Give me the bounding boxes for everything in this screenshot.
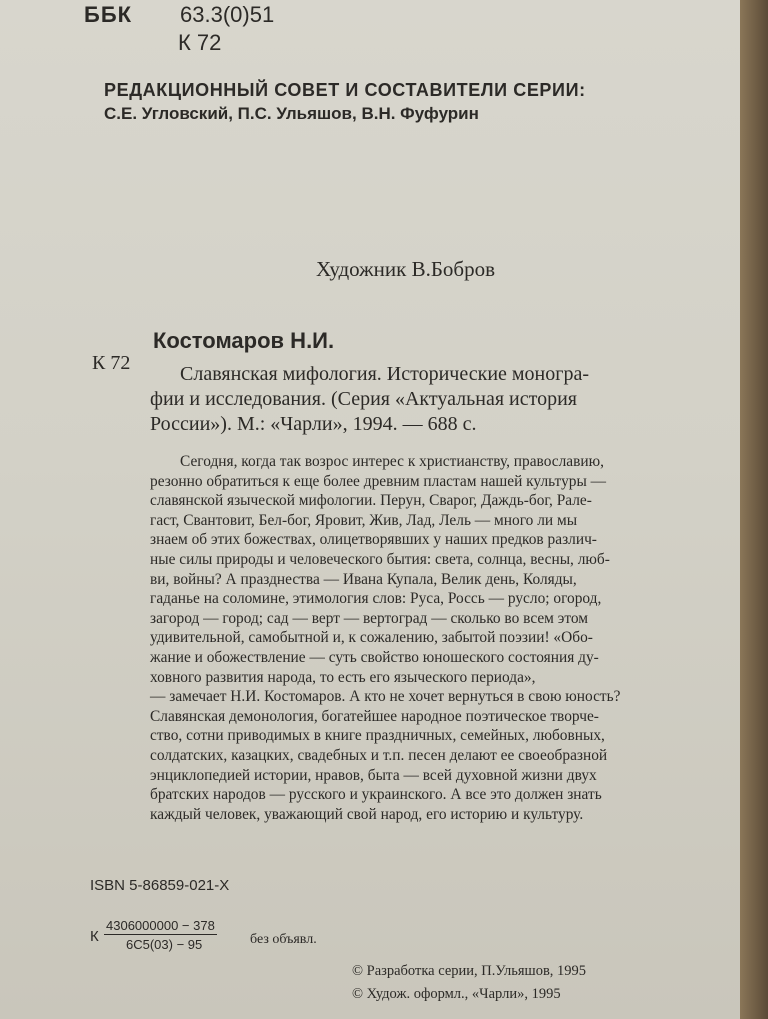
annotation-line: солдатских, казацких, свадебных и т.п. песен делают ее своеобразной [150, 746, 608, 764]
artist-credit: Художник В.Бобров [316, 257, 496, 281]
annotation-line: резонно обратиться к еще более древним пластам нашей культуры — [150, 472, 607, 490]
publication-code-letter: К [90, 928, 99, 945]
copyright-line: © Разработка серии, П.Ульяшов, 1995 [352, 963, 587, 979]
bbk-code: 63.3(0)51 [180, 2, 275, 27]
biblio-line: Славянская мифология. Исторические моногра- [180, 363, 589, 385]
annotation-line: братских народов — русского и украинского. А все это должен знать [150, 786, 602, 804]
book-author: Костомаров Н.И. [153, 328, 335, 353]
annotation-line: Сегодня, когда так возрос интерес к христианству, православию, [180, 453, 604, 470]
book-cover-edge [740, 0, 768, 1019]
annotation-line: ные силы природы и человеческого бытия: света, солнца, весны, люб- [150, 550, 610, 568]
annotation-line: энциклопедией истории, нравов, быта — всей духовной жизни двух [150, 766, 597, 784]
annotation-line: гаданье на соломине, этимология слов: Руса, Россь — русло; огород, [150, 590, 602, 608]
bbk-label: ББК [84, 2, 133, 27]
publication-code-fraction [104, 918, 217, 952]
annotation-line: ховного развития народа, то есть его языческого периода», [150, 668, 536, 686]
editorial-council-names: С.Е. Угловский, П.С. Ульяшов, В.Н. Фуфурин [104, 104, 479, 123]
annotation-line: жание и обожествление — суть свойство юношеского состояния ду- [150, 648, 599, 666]
fraction-denominator: 6С5(03) − 95 [126, 937, 203, 952]
copyright-line: © Худож. оформл., «Чарли», 1995 [352, 986, 561, 1002]
annotation-line: славянской языческой мифологии. Перун, Сварог, Даждь-бог, Рале- [150, 492, 592, 510]
fraction-numerator: 4306000000 − 378 [106, 918, 215, 933]
annotation-line: ви, войны? А празднества — Ивана Купала, Велик день, Коляды, [150, 570, 577, 588]
author-mark: К 72 [178, 30, 222, 55]
annotation-line: Славянская демонология, богатейшее народное поэтическое творче- [150, 707, 599, 725]
annotation-paragraph [150, 452, 720, 824]
no-advertisement-notice: без объявл. [250, 932, 317, 947]
annotation-line: удивительной, самобытной и, к сожалению, забытой поэзии! «Обо- [150, 629, 593, 647]
isbn: ISBN 5-86859-021-X [90, 877, 230, 894]
biblio-line: России»). М.: «Чарли», 1994. — 688 с. [150, 413, 477, 435]
bibliographic-description [150, 362, 720, 437]
annotation-line: знаем об этих божествах, олицетворявших у наших предков различ- [150, 531, 597, 549]
biblio-line: фии и исследования. (Серия «Актуальная история [150, 388, 577, 410]
annotation-line: гаст, Свантовит, Бел-бог, Яровит, Жив, Лад, Лель — много ли мы [150, 511, 578, 529]
annotation-line: каждый человек, уважающий свой народ, его историю и культуру. [150, 805, 584, 823]
annotation-line: — замечает Н.И. Костомаров. А кто не хочет вернуться в свою юность? [150, 688, 621, 706]
editorial-council-title: РЕДАКЦИОННЫЙ СОВЕТ И СОСТАВИТЕЛИ СЕРИИ: [104, 80, 586, 100]
catalog-code: К 72 [92, 352, 131, 374]
annotation-line: ство, сотни приводимых в книге праздничных, семейных, любовных, [150, 727, 605, 745]
annotation-line: загород — город; сад — верт — вертоград — сколько во всем этом [150, 609, 589, 627]
